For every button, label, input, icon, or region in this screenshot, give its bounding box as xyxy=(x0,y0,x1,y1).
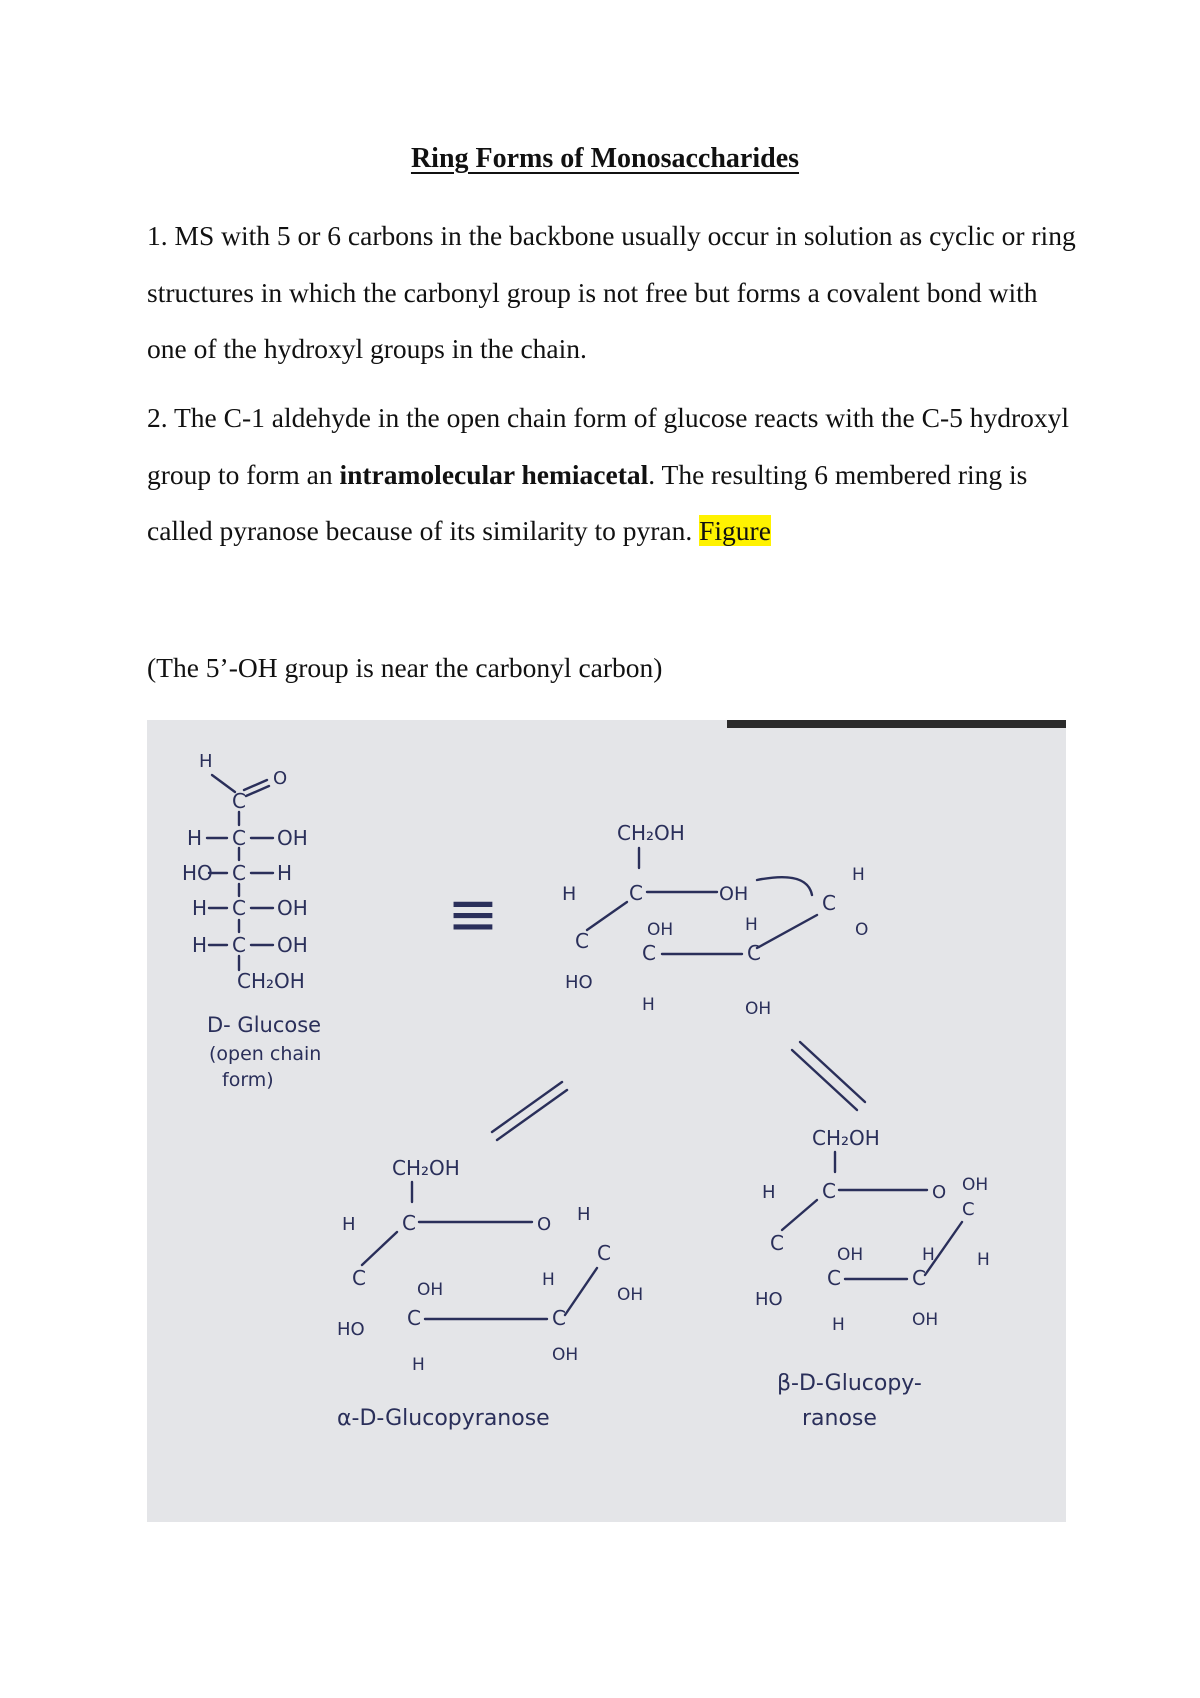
c5-carbon: C xyxy=(629,881,643,905)
c3-carbon: C xyxy=(232,861,246,885)
paragraph-3: (The 5’-OH group is near the carbonyl carbon) xyxy=(147,652,663,683)
c2-carbon: C xyxy=(232,826,246,850)
alpha-c4-ho: HO xyxy=(337,1319,365,1340)
alpha-c2-oh: OH xyxy=(552,1345,579,1365)
c1-h: H xyxy=(852,865,865,885)
page-title: Ring Forms of Monosaccharides xyxy=(410,143,800,174)
alpha-ch2oh: CH₂OH xyxy=(392,1156,460,1180)
c4-oh: OH xyxy=(277,896,308,920)
bond xyxy=(362,1232,397,1265)
bond xyxy=(587,902,627,930)
c3-carbon: C xyxy=(642,941,656,965)
c2-oh: OH xyxy=(277,826,308,850)
beta-c5: C xyxy=(822,1179,836,1203)
alpha-c2-h: H xyxy=(542,1270,555,1290)
open-chain-glucose xyxy=(182,751,321,1091)
c4-carbon: C xyxy=(232,896,246,920)
c2-h: H xyxy=(745,915,758,935)
paragraph-2 xyxy=(147,390,1077,560)
alpha-c3-oh: OH xyxy=(417,1280,444,1300)
beta-c2-h: H xyxy=(922,1245,935,1265)
alpha-c3-h: H xyxy=(412,1355,425,1375)
beta-c2: C xyxy=(912,1266,926,1290)
beta-c4-ho: HO xyxy=(755,1289,783,1310)
c4-h: H xyxy=(192,896,208,920)
paragraph-2-text-a: 2. The C-1 aldehyde in the open chain form of glucose reacts with the C-5 hydroxyl group to form an xyxy=(147,402,1070,490)
arrow-alpha-back xyxy=(492,1082,562,1132)
c1-carbon: C xyxy=(822,891,836,915)
alpha-c3: C xyxy=(407,1306,421,1330)
bond xyxy=(757,915,817,948)
alpha-ring-o: O xyxy=(537,1214,552,1235)
ch2oh-label: CH₂OH xyxy=(617,821,685,845)
arrow-alpha xyxy=(497,1090,567,1140)
arrow-beta xyxy=(792,1050,857,1110)
alpha-c1-h: H xyxy=(577,1204,591,1225)
beta-c1-h: H xyxy=(977,1250,990,1270)
paragraph-1: 1. MS with 5 or 6 carbons in the backbone usually occur in solution as cyclic or ring structures in which the carbonyl group is not free but forms a covalent bond with one of the hydroxyl groups in the chain. xyxy=(147,220,1076,364)
c3-ho: HO xyxy=(182,861,213,885)
beta-label-2: ranose xyxy=(802,1406,877,1431)
c2-carbon: C xyxy=(747,941,761,965)
c3-h: H xyxy=(642,995,655,1015)
c5-oh: OH xyxy=(277,933,308,957)
equivalence-symbol: ≡ xyxy=(447,877,499,950)
beta-label-1: β-D-Glucopy- xyxy=(777,1371,922,1396)
c1-oxygen: O xyxy=(273,768,288,789)
figure-highlight: Figure xyxy=(699,515,771,546)
c4-carbon: C xyxy=(575,929,589,953)
bond xyxy=(782,1200,817,1230)
alpha-c5: C xyxy=(402,1211,416,1235)
beta-c1: C xyxy=(962,1199,975,1220)
c1-carbon: C xyxy=(232,789,246,813)
c5-h-left: H xyxy=(562,883,577,905)
open-chain-note-2: form) xyxy=(222,1069,274,1091)
c3-h: H xyxy=(277,861,293,885)
beta-ch2oh: CH₂OH xyxy=(812,1126,880,1150)
c1-h: H xyxy=(199,751,213,772)
alpha-c2: C xyxy=(552,1306,566,1330)
alpha-c5-h: H xyxy=(342,1214,356,1235)
beta-ring-o: O xyxy=(932,1182,947,1203)
beta-c2-oh: OH xyxy=(912,1310,939,1330)
beta-c4: C xyxy=(770,1231,784,1255)
alpha-c1: C xyxy=(597,1241,611,1265)
c5-carbon: C xyxy=(232,933,246,957)
bond xyxy=(565,1268,597,1315)
alpha-c1-oh: OH xyxy=(617,1285,644,1305)
beta-c3-oh: OH xyxy=(837,1245,864,1265)
beta-c1-oh: OH xyxy=(962,1175,989,1195)
beta-c3-h: H xyxy=(832,1315,845,1335)
c4-ho: HO xyxy=(565,972,593,993)
beta-c5-h: H xyxy=(762,1182,776,1203)
c5-oh: OH xyxy=(719,883,749,905)
photo-edge xyxy=(727,720,1066,728)
ring-closing-structure xyxy=(562,821,868,1019)
c1-o: O xyxy=(855,920,869,940)
beta-glucopyranose xyxy=(755,1126,990,1431)
arrow-attack xyxy=(757,877,812,895)
equilibrium-arrows xyxy=(492,1042,865,1140)
c6-ch2oh: CH₂OH xyxy=(237,969,305,993)
alpha-glucopyranose xyxy=(337,1156,643,1431)
arrow-beta-back xyxy=(800,1042,865,1102)
alpha-c4: C xyxy=(352,1266,366,1290)
c2-oh: OH xyxy=(745,999,772,1019)
c5-h: H xyxy=(192,933,208,957)
figure-drawing xyxy=(147,720,1066,1522)
alpha-label: α-D-Glucopyranose xyxy=(337,1406,550,1431)
c2-h: H xyxy=(187,826,203,850)
open-chain-label: D- Glucose xyxy=(207,1013,322,1037)
paragraph-2-text-b: . The resulting 6 membered ring is called pyranose because of its similarity to pyran. xyxy=(147,458,1028,546)
handwritten-figure-photo xyxy=(147,720,1066,1522)
beta-c3: C xyxy=(827,1266,841,1290)
term-intramolecular-hemiacetal: intramolecular hemiacetal xyxy=(339,458,649,490)
c3-oh: OH xyxy=(647,920,674,940)
open-chain-note-1: (open chain xyxy=(209,1043,322,1065)
